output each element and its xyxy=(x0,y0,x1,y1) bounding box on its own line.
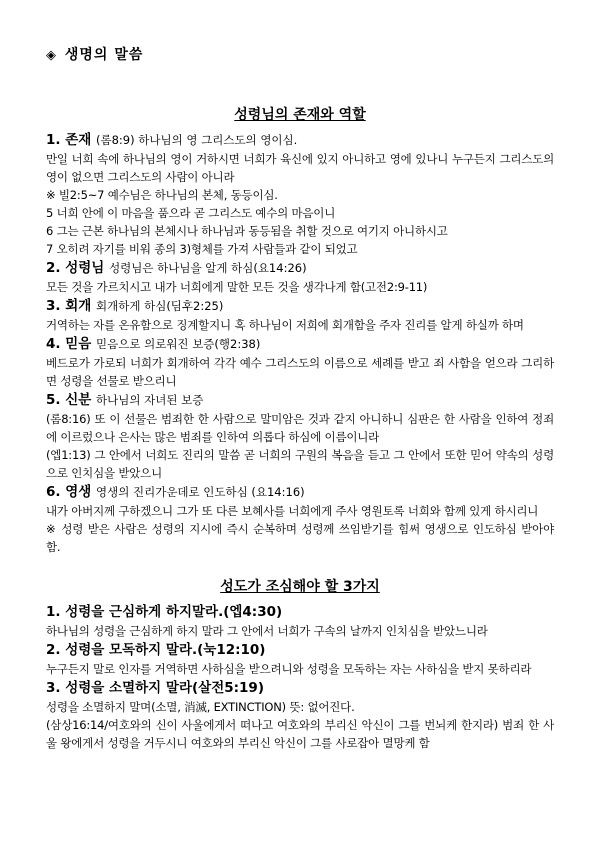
section-item xyxy=(46,482,554,556)
diamond-bullet-icon: ◈ xyxy=(46,48,57,63)
section-item xyxy=(46,334,554,390)
item-heading xyxy=(46,334,554,354)
item-desc: 성령님은 하나님을 알게 하심(요14:26) xyxy=(109,261,307,275)
body-text: 내가 아버지께 구하겠으니 그가 또 다른 보혜사를 너희에게 주사 영원토록 너희와 함께 있게 하시리니 xyxy=(46,504,539,518)
section-item xyxy=(46,390,554,482)
section-title: 성도가 조심해야 할 3가지 xyxy=(220,579,380,595)
section-item xyxy=(46,602,554,640)
body-text: (롬8:16) 또 이 선물은 범죄한 한 사람으로 말미암은 것과 같지 아니하니 심판은 한 사람을 인하여 정죄에 이르렀으나 은사는 많은 범죄를 인하여 의롭다 하심에 이름이니라 xyxy=(46,412,554,444)
body-text: 베드로가 가로되 너희가 회개하여 각각 예수 그리스도의 이름으로 세례를 받고 죄 사함을 얻으라 그리하면 성령을 선물로 받으리니 xyxy=(46,356,554,388)
item-number: 2. 성령님 xyxy=(46,260,105,276)
item-number: 5. 신분 xyxy=(46,392,92,408)
body-text: (삼상16:14/여호와의 신이 사울에게서 떠나고 여호와의 부리신 악신이 그를 번뇌케 한지라) 범죄 한 사울 왕에게서 성령을 거두시니 여호와의 부리신 악신이 그를 사로잡아 멸망케 함 xyxy=(46,718,554,750)
item-number: 4. 믿음 xyxy=(46,336,92,352)
item-desc: 하나님의 자녀된 보증 xyxy=(96,393,204,407)
item-number: 6. 영생 xyxy=(46,484,92,500)
section-item xyxy=(46,678,554,752)
item-heading: 1. 성령을 근심하게 하지말라.(엡4:30) xyxy=(46,604,283,620)
document-body xyxy=(46,104,554,752)
section-title: 성령님의 존재와 역할 xyxy=(234,107,366,123)
body-text: 5 너희 안에 이 마음을 품으라 곧 그리스도 예수의 마음이니 xyxy=(46,206,336,220)
body-text: ※ 성령 받은 사람은 성령의 지시에 즉시 순복하며 성령께 쓰임받기를 힘써 영생으로 인도하심 받아야 함. xyxy=(46,522,554,554)
item-desc: 믿음으로 의로워진 보증(행2:38) xyxy=(96,337,261,351)
body-text: 누구든지 말로 인자를 거역하면 사하심을 받으려니와 성령을 모독하는 자는 사하심을 받지 못하리라 xyxy=(46,662,532,676)
body-text: (엡1:13) 그 안에서 너희도 진리의 말씀 곧 너희의 구원의 복음을 듣고 그 안에서 또한 믿어 약속의 성령으로 인치심을 받았으니 xyxy=(46,448,554,480)
body-text: 모든 것을 가르치시고 내가 너희에게 말한 모든 것을 생각나게 함(고전2:9-11) xyxy=(46,280,428,294)
item-heading: 2. 성령을 모독하지 말라.(눅12:10) xyxy=(46,642,266,658)
section-item xyxy=(46,640,554,678)
body-text: 만일 너희 속에 하나님의 영이 거하시면 너희가 육신에 있지 아니하고 영에 있나니 누구든지 그리스도의 영이 없으면 그리스도의 사람이 아니라 xyxy=(46,152,554,184)
body-text: 7 오히려 자기를 비워 종의 3)형체를 가져 사람들과 같이 되었고 xyxy=(46,242,358,256)
item-heading xyxy=(46,130,554,150)
page-header xyxy=(46,44,143,64)
item-number: 1. 존재 xyxy=(46,132,92,148)
section-spacer xyxy=(46,556,554,576)
item-desc: (롬8:9) 하나님의 영 그리스도의 영이심. xyxy=(96,133,298,147)
body-text: 하나님의 성령을 근심하게 하지 말라 그 안에서 너희가 구속의 날까지 인치심을 받았느니라 xyxy=(46,624,488,638)
section-item xyxy=(46,296,554,334)
body-text: 성령을 소멸하지 말며(소멸, 消滅, EXTINCTION) 뜻: 없어진다. xyxy=(46,700,355,714)
item-heading xyxy=(46,390,554,410)
item-desc: 회개하게 하심(딤후2:25) xyxy=(96,299,224,313)
body-text: ※ 빌2:5~7 예수님은 하나님의 본체, 동등이심. xyxy=(46,188,278,202)
section-item xyxy=(46,130,554,258)
header-title: 생명의 말씀 xyxy=(64,47,144,63)
item-heading xyxy=(46,482,554,502)
item-heading xyxy=(46,296,554,316)
item-desc: 영생의 진리가운데로 인도하심 (요14:16) xyxy=(96,485,305,499)
body-text: 거역하는 자를 온유함으로 징계할지니 혹 하나님이 저희에 회개함을 주자 진리를 알게 하실까 하며 xyxy=(46,318,524,332)
body-text: 6 그는 근본 하나님의 본체시나 하나님과 동등됨을 취할 것으로 여기지 아니하시고 xyxy=(46,224,448,238)
item-number: 3. 회개 xyxy=(46,298,92,314)
section-item xyxy=(46,258,554,296)
item-heading: 3. 성령을 소멸하지 말라(살전5:19) xyxy=(46,680,264,696)
item-heading xyxy=(46,258,554,278)
